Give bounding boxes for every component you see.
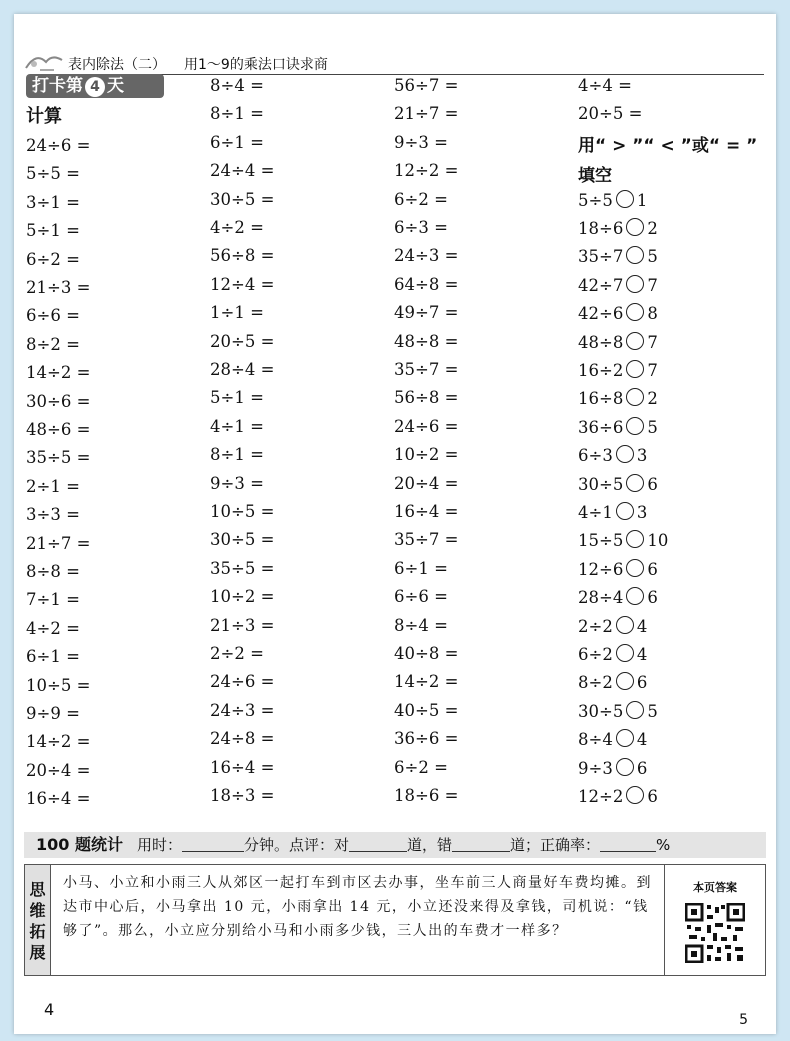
comparison-left: 35÷7 (578, 247, 624, 267)
comparison-right: 1 (636, 190, 648, 210)
division-problem: 5÷5 = (26, 164, 80, 184)
division-problem: 4÷2 = (210, 218, 264, 237)
division-problem: 6÷6 = (26, 306, 80, 326)
division-problem: 6÷6 = (394, 587, 448, 607)
division-problem: 8÷2 = (26, 334, 80, 354)
accuracy-blank[interactable] (600, 835, 656, 852)
comparison-problem (578, 786, 658, 806)
comparison-answer-circle[interactable] (616, 502, 634, 520)
division-problem: 2÷1 = (26, 476, 80, 496)
comparison-left: 42÷7 (578, 275, 624, 295)
division-problem: 6÷1 = (394, 558, 448, 578)
division-problem: 35÷7 = (394, 360, 459, 379)
comparison-left: 9÷3 (578, 758, 613, 778)
division-problem: 20÷4 = (26, 760, 91, 780)
comparison-instruction: 填空 (578, 166, 612, 187)
division-problem: 28÷4 = (210, 360, 275, 379)
comparison-right: 6 (636, 758, 648, 778)
division-problem: 8÷4 = (210, 76, 264, 95)
comparison-answer-circle[interactable] (616, 729, 634, 747)
division-problem: 18÷3 = (210, 786, 275, 805)
comparison-problem (578, 303, 658, 323)
comparison-left: 6÷3 (578, 446, 613, 466)
division-problem: 35÷5 = (26, 448, 91, 468)
comparison-answer-circle[interactable] (626, 388, 644, 406)
division-problem: 20÷5 = (210, 331, 275, 351)
division-problem: 8÷4 = (394, 615, 448, 635)
division-problem: 24÷6 = (210, 672, 275, 692)
division-problem: 10÷5 = (210, 502, 275, 521)
comparison-left: 28÷4 (578, 588, 624, 608)
division-problem: 6÷1 = (210, 132, 264, 152)
division-problem: 30÷5 = (210, 189, 275, 209)
comparison-problem (578, 388, 658, 408)
division-problem: 12÷2 = (394, 161, 459, 181)
answer-panel (664, 865, 765, 975)
comparison-left: 2÷2 (578, 616, 613, 636)
comparison-right: 3 (636, 446, 648, 466)
comparison-answer-circle[interactable] (616, 190, 634, 208)
comparison-left: 36÷6 (578, 417, 624, 437)
comparison-answer-circle[interactable] (626, 332, 644, 350)
division-problem: 64÷8 = (394, 274, 459, 294)
comparison-right: 5 (647, 701, 658, 721)
division-problem: 3÷1 = (26, 192, 80, 212)
comparison-answer-circle[interactable] (626, 559, 644, 577)
comparison-problem (578, 701, 658, 721)
division-problem: 5÷1 = (26, 221, 80, 241)
comparison-instruction: 用“ > ”“ < ”或“ = ” (578, 135, 758, 156)
comparison-problem (578, 587, 658, 607)
division-problem: 35÷5 = (210, 558, 275, 578)
comparison-problem (578, 332, 658, 352)
division-problem: 6÷2 = (394, 757, 448, 777)
division-problem: 8÷8 = (26, 562, 80, 581)
comparison-problem (578, 530, 668, 550)
division-problem: 56÷7 = (394, 76, 459, 95)
extension-tag-char: 展 (29, 943, 46, 962)
comparison-left: 30÷5 (578, 701, 624, 721)
comparison-problem (578, 190, 647, 210)
division-problem: 6÷2 = (26, 249, 80, 269)
comparison-left: 4÷1 (578, 503, 613, 522)
comparison-answer-circle[interactable] (626, 303, 644, 321)
comparison-left: 30÷5 (578, 474, 624, 494)
badge-prefix: 打卡第 (32, 76, 83, 96)
division-problem: 24÷3 = (394, 246, 459, 266)
comparison-right: 4 (636, 616, 648, 636)
comparison-right: 6 (636, 673, 648, 693)
division-problem: 30÷6 = (26, 391, 91, 411)
thinking-extension-box (24, 864, 766, 976)
section-title: 表内除法（二） (68, 57, 166, 73)
page-number-left: 4 (44, 1000, 55, 1019)
comparison-right: 6 (647, 559, 658, 579)
comparison-left: 42÷6 (578, 304, 624, 324)
comparison-problem (578, 246, 658, 266)
division-problem: 5÷1 = (210, 388, 264, 408)
wrong-blank[interactable] (452, 835, 510, 852)
division-problem: 18÷6 = (394, 786, 459, 805)
division-problem: 20÷4 = (394, 473, 459, 493)
division-problem: 24÷3 = (210, 700, 275, 720)
stats-time-label: 用时： (136, 836, 182, 854)
comparison-problem (578, 502, 647, 522)
comparison-right: 7 (647, 332, 658, 352)
stats-label: 100 题统计 (36, 835, 123, 854)
division-problem: 40÷5 = (394, 700, 459, 720)
division-problem: 10÷2 = (394, 445, 459, 465)
division-problem: 21÷3 = (210, 615, 275, 635)
stats-percent: % (656, 836, 671, 854)
comparison-left: 5÷5 (578, 190, 613, 210)
badge-day-number: 4 (85, 77, 105, 97)
comparison-answer-circle[interactable] (626, 246, 644, 264)
header-rule (64, 74, 764, 75)
extension-tag (25, 865, 51, 975)
division-problem: 16÷4 = (210, 757, 275, 777)
division-problem: 21÷3 = (26, 278, 91, 297)
comparison-answer-circle[interactable] (626, 786, 644, 804)
division-problem: 16÷4 = (394, 502, 459, 521)
comparison-left: 16÷2 (578, 361, 624, 380)
comparison-right: 7 (647, 275, 658, 295)
comparison-answer-circle[interactable] (616, 758, 634, 776)
division-problem: 48÷6 = (26, 420, 91, 439)
comparison-problem (578, 445, 647, 465)
comparison-answer-circle[interactable] (626, 275, 644, 293)
division-problem: 14÷2 = (394, 672, 459, 692)
comparison-right: 6 (647, 787, 658, 806)
comparison-left: 12÷6 (578, 559, 624, 579)
division-problem: 40÷8 = (394, 644, 459, 663)
division-problem: 9÷3 = (394, 132, 448, 152)
comparison-answer-circle[interactable] (626, 218, 644, 236)
comparison-problem (578, 275, 658, 295)
comparison-answer-circle[interactable] (626, 360, 644, 378)
comparison-problem (578, 474, 658, 494)
division-problem: 30÷5 = (210, 530, 275, 550)
comparison-left: 6÷2 (578, 645, 613, 664)
division-problem: 14÷2 = (26, 363, 91, 383)
stats-minutes-label: 分钟。点评：对 (244, 836, 350, 854)
division-problem: 4÷1 = (210, 416, 264, 436)
division-problem: 56÷8 = (210, 246, 275, 266)
comparison-left: 18÷6 (578, 219, 624, 238)
division-problem: 6÷2 = (394, 189, 448, 209)
extension-tag-char: 拓 (29, 922, 46, 941)
comparison-right: 2 (647, 389, 658, 409)
comparison-answer-circle[interactable] (616, 616, 634, 634)
extension-tag-char: 维 (29, 901, 46, 920)
comparison-left: 15÷5 (578, 531, 624, 551)
comparison-answer-circle[interactable] (626, 701, 644, 719)
comparison-left: 8÷2 (578, 673, 613, 693)
badge-suffix: 天 (107, 76, 124, 96)
stats-bar (24, 832, 766, 858)
comparison-left: 8÷4 (578, 730, 613, 750)
comparison-problem (578, 758, 647, 778)
answer-label: 本页答案 (693, 881, 737, 894)
division-problem: 24÷6 = (394, 416, 459, 436)
extension-tag-char: 思 (29, 880, 46, 899)
time-blank[interactable] (182, 835, 244, 852)
division-problem: 16÷4 = (26, 789, 91, 809)
division-problem: 10÷5 = (26, 675, 91, 695)
stats-dao2: 道；正确率： (510, 836, 601, 854)
division-problem: 24÷8 = (210, 729, 275, 749)
comparison-left: 16÷8 (578, 389, 624, 409)
comparison-right: 10 (647, 531, 669, 551)
division-problem: 8÷1 = (210, 104, 264, 124)
division-problem: 4÷4 = (578, 76, 632, 95)
comparison-left: 48÷8 (578, 332, 624, 352)
comparison-problem (578, 559, 658, 579)
comparison-right: 8 (647, 304, 658, 324)
division-problem: 6÷3 = (394, 218, 448, 237)
comparison-right: 6 (647, 588, 658, 608)
division-problem: 21÷7 = (26, 533, 91, 553)
header-logo-icon (24, 48, 64, 76)
division-problem: 9÷3 = (210, 473, 264, 493)
comparison-problem (578, 417, 658, 437)
comparison-answer-circle[interactable] (616, 644, 634, 662)
division-problem: 9÷9 = (26, 704, 80, 723)
header-title (68, 54, 328, 74)
comparison-answer-circle[interactable] (626, 474, 644, 492)
comparison-answer-circle[interactable] (616, 445, 634, 463)
comparison-answer-circle[interactable] (626, 417, 644, 435)
comparison-problem (578, 616, 647, 636)
stats-dao1: 道，错 (407, 836, 453, 854)
division-problem: 14÷2 = (26, 732, 91, 752)
division-problem: 6÷1 = (26, 647, 80, 667)
comparison-right: 4 (636, 730, 648, 750)
comparison-answer-circle[interactable] (616, 672, 634, 690)
day-badge (26, 74, 164, 98)
division-problem: 35÷7 = (394, 530, 459, 550)
division-problem: 56÷8 = (394, 388, 459, 408)
comparison-right: 5 (647, 247, 658, 267)
calc-heading: 计算 (26, 106, 62, 127)
comparison-right: 5 (647, 417, 658, 437)
workbook-page (14, 14, 776, 1034)
division-problem: 4÷2 = (26, 618, 80, 638)
page-number-right: 5 (739, 1012, 748, 1028)
correct-blank[interactable] (349, 835, 407, 852)
division-problem: 3÷3 = (26, 505, 80, 525)
comparison-answer-circle[interactable] (626, 587, 644, 605)
comparison-problem (578, 729, 647, 749)
division-problem: 20÷5 = (578, 104, 643, 124)
topic-title: 用1～9的乘法口诀求商 (184, 57, 328, 73)
division-problem: 10÷2 = (210, 587, 275, 607)
comparison-answer-circle[interactable] (626, 530, 644, 548)
comparison-right: 3 (636, 503, 648, 522)
qr-code-icon[interactable] (685, 903, 745, 963)
comparison-right: 2 (647, 219, 658, 238)
division-problem: 49÷7 = (394, 303, 459, 323)
comparison-problem (578, 672, 647, 692)
division-problem: 7÷1 = (26, 590, 80, 610)
comparison-right: 6 (647, 474, 658, 494)
division-problem: 8÷1 = (210, 445, 264, 465)
division-problem: 36÷6 = (394, 729, 459, 749)
comparison-problem (578, 644, 647, 664)
comparison-right: 4 (636, 645, 648, 664)
extension-problem-text: 小马、小立和小雨三人从郊区一起打车到市区去办事，坐车前三人商量好车费均摊。到达市中心后，小马拿出 10 元，小雨拿出 14 元，小立还没来得及拿钱，司机说：“钱够了”。那么，小立应分别给小马和小雨多少钱，三人出的车费才一样多？ (63, 875, 652, 939)
comparison-left: 12÷2 (578, 787, 624, 806)
division-problem: 24÷4 = (210, 161, 275, 181)
division-problem: 1÷1 = (210, 303, 264, 323)
comparison-problem (578, 360, 658, 380)
division-problem: 12÷4 = (210, 274, 275, 294)
comparison-right: 7 (647, 361, 658, 380)
division-problem: 48÷8 = (394, 331, 459, 351)
division-problem: 21÷7 = (394, 104, 459, 124)
division-problem: 2÷2 = (210, 644, 264, 663)
division-problem: 24÷6 = (26, 136, 91, 155)
comparison-problem (578, 218, 658, 238)
